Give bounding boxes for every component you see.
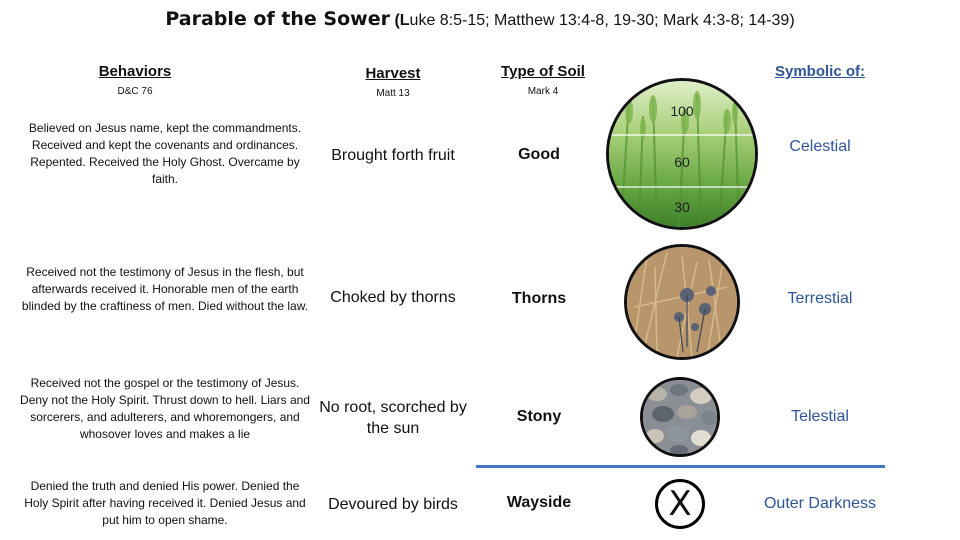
soil-type: Good [518,146,560,163]
harvest-header-label: Harvest [365,65,421,82]
yield-label: 30 [674,199,690,215]
behavior-text: Received not the testimony of Jesus in the flesh, but afterwards received it. Honorable men of the earth blinded by the craftiness of men. Died without the law. [21,265,309,313]
harvest-text: Brought forth fruit [331,147,455,164]
symbolic-text: Telestial [791,408,849,425]
circled-x-icon: X [655,479,705,529]
behavior-text: Denied the truth and denied His power. Denied the Holy Spirit after having received it. Denied Jesus and put him to open shame. [24,479,306,527]
stones-image [640,377,720,457]
behaviors-header-source: D&C 76 [117,86,153,97]
soil-type: Stony [516,408,562,425]
harvest-text: Devoured by birds [328,496,458,513]
thorns-image [624,244,740,360]
page-title [0,8,960,30]
symbolic-text: Outer Darkness [763,495,877,512]
harvest-text: Choked by thorns [330,289,456,306]
section-divider [476,465,885,468]
behaviors-header-label: Behaviors [98,63,172,80]
soil-header-source: Mark 4 [527,86,559,97]
harvest-header [318,65,468,99]
symbolic-text: Terrestial [787,290,853,307]
soil-type: Thorns [511,290,567,307]
symbolic-header-label: Symbolic of: [774,63,865,80]
title-references: (Luke 8:5-15; Matthew 13:4-8, 19-30; Mark 4:3-8; 14-39) [394,12,795,29]
behaviors-header [60,63,210,97]
yield-label: 100 [670,103,694,119]
behavior-text: Believed on Jesus name, kept the commandments. Received and kept the covenants and ordinances. Repented. Received the Holy Ghost. Overcame by faith. [28,121,302,186]
soil-header-label: Type of Soil [501,63,585,80]
harvest-text: No root, scorched by the sun [319,399,467,437]
title-main: Parable of the Sower [165,8,390,30]
harvest-header-source: Matt 13 [376,88,410,99]
symbolic-text: Celestial [789,138,851,155]
wheat-field-image [606,78,758,230]
soil-type: Wayside [506,494,572,511]
symbolic-header [745,63,895,80]
behavior-text: Received not the gospel or the testimony of Jesus. Deny not the Holy Spirit. Thrust down to hell. Liars and sorcerers, and adulterers, and whoremongers, and whosover loves and makes a lie [20,376,310,441]
yield-label: 60 [674,154,690,170]
soil-header [470,63,616,97]
